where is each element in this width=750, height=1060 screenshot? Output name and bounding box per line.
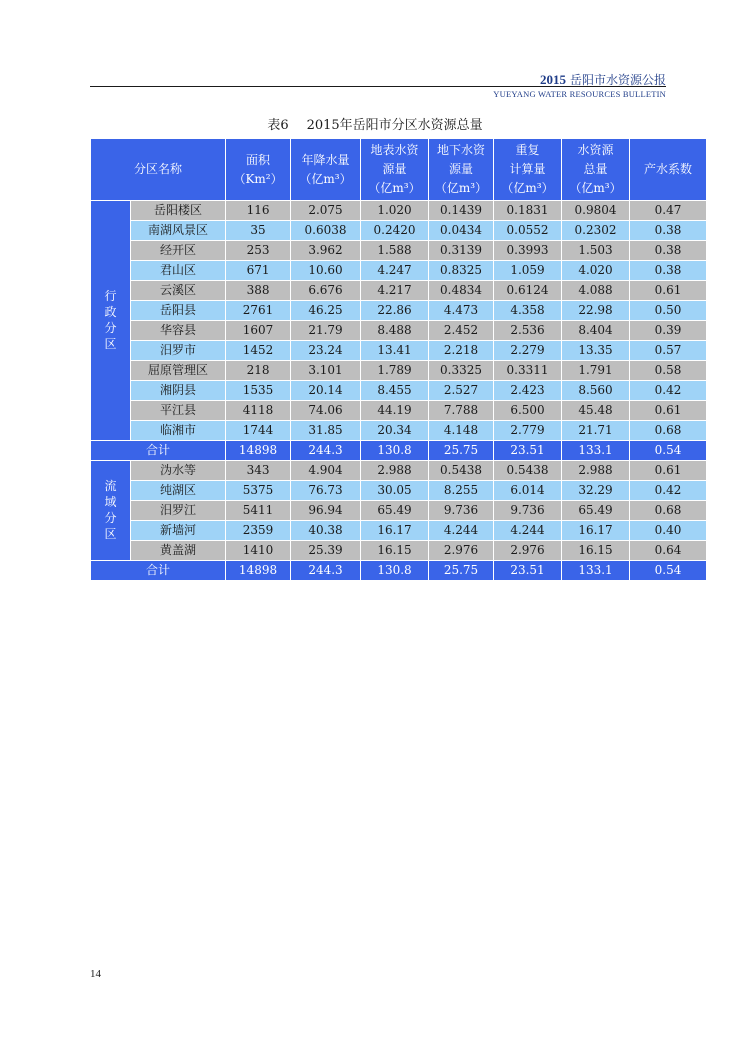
cell-area: 1607 [226, 321, 291, 341]
cell-surface: 1.789 [361, 361, 429, 381]
cell-total: 4.020 [562, 261, 630, 281]
cell-ground: 2.976 [429, 541, 494, 561]
cell-ground: 0.3139 [429, 241, 494, 261]
header-area: 面积 （Km²） [226, 139, 291, 201]
table-row [91, 401, 707, 421]
cell-total: 22.98 [562, 301, 630, 321]
cell-repeat: 6.014 [494, 481, 562, 501]
cell-total: 16.15 [562, 541, 630, 561]
zone-name: 华容县 [131, 321, 226, 341]
total-area: 14898 [226, 561, 291, 581]
cell-coef: 0.57 [630, 341, 707, 361]
cell-coef: 0.42 [630, 481, 707, 501]
cell-ground: 0.1439 [429, 201, 494, 221]
table-row [91, 261, 707, 281]
table-row [91, 281, 707, 301]
cell-ground: 8.255 [429, 481, 494, 501]
zone-name: 黄盖湖 [131, 541, 226, 561]
header-coef: 产水系数 [630, 139, 707, 201]
cell-precip: 4.904 [291, 461, 361, 481]
total-precip: 244.3 [291, 441, 361, 461]
cell-precip: 6.676 [291, 281, 361, 301]
total-label: 合计 [91, 561, 226, 581]
cell-coef: 0.50 [630, 301, 707, 321]
zone-name: 汨罗市 [131, 341, 226, 361]
cell-precip: 21.79 [291, 321, 361, 341]
cell-area: 671 [226, 261, 291, 281]
total-total: 133.1 [562, 441, 630, 461]
zone-name: 君山区 [131, 261, 226, 281]
zone-name: 屈原管理区 [131, 361, 226, 381]
table-row [91, 341, 707, 361]
cell-precip: 23.24 [291, 341, 361, 361]
cell-repeat: 0.1831 [494, 201, 562, 221]
cell-precip: 74.06 [291, 401, 361, 421]
cell-total: 1.503 [562, 241, 630, 261]
header-repeat: 重复 计算量 （亿m³） [494, 139, 562, 201]
header-zone: 分区名称 [91, 139, 226, 201]
cell-coef: 0.61 [630, 401, 707, 421]
cell-repeat: 2.423 [494, 381, 562, 401]
zone-name: 沩水等 [131, 461, 226, 481]
total-area: 14898 [226, 441, 291, 461]
cell-ground: 2.218 [429, 341, 494, 361]
cell-surface: 1.588 [361, 241, 429, 261]
total-repeat: 23.51 [494, 561, 562, 581]
page-number: 14 [90, 968, 101, 980]
cell-repeat: 0.3993 [494, 241, 562, 261]
cell-precip: 10.60 [291, 261, 361, 281]
total-surface: 130.8 [361, 441, 429, 461]
cell-coef: 0.68 [630, 421, 707, 441]
cell-coef: 0.58 [630, 361, 707, 381]
cell-repeat: 0.0552 [494, 221, 562, 241]
bulletin-year: 2015 [539, 72, 566, 87]
cell-precip: 40.38 [291, 521, 361, 541]
cell-area: 5411 [226, 501, 291, 521]
cell-coef: 0.64 [630, 541, 707, 561]
cell-ground: 9.736 [429, 501, 494, 521]
cell-area: 218 [226, 361, 291, 381]
group-label: 流域分区 [91, 461, 131, 561]
cell-area: 2359 [226, 521, 291, 541]
cell-ground: 4.148 [429, 421, 494, 441]
cell-ground: 0.8325 [429, 261, 494, 281]
cell-repeat: 0.6124 [494, 281, 562, 301]
header-surface: 地表水资 源量 （亿m³） [361, 139, 429, 201]
cell-surface: 4.247 [361, 261, 429, 281]
cell-ground: 0.5438 [429, 461, 494, 481]
cell-precip: 46.25 [291, 301, 361, 321]
cell-total: 16.17 [562, 521, 630, 541]
table-row [91, 301, 707, 321]
cell-precip: 76.73 [291, 481, 361, 501]
zone-name: 纯湖区 [131, 481, 226, 501]
total-repeat: 23.51 [494, 441, 562, 461]
cell-repeat: 0.3311 [494, 361, 562, 381]
cell-total: 0.9804 [562, 201, 630, 221]
group-label: 行政分区 [91, 201, 131, 441]
cell-total: 8.560 [562, 381, 630, 401]
cell-ground: 4.473 [429, 301, 494, 321]
table-row [91, 521, 707, 541]
table-row [91, 541, 707, 561]
table-row [91, 201, 707, 221]
cell-surface: 65.49 [361, 501, 429, 521]
cell-coef: 0.38 [630, 221, 707, 241]
cell-ground: 7.788 [429, 401, 494, 421]
table-header-row [91, 139, 707, 201]
cell-area: 35 [226, 221, 291, 241]
cell-ground: 2.452 [429, 321, 494, 341]
table-row [91, 481, 707, 501]
cell-coef: 0.38 [630, 241, 707, 261]
bulletin-subtitle: YUEYANG WATER RESOURCES BULLETIN [493, 89, 666, 99]
header-rule [90, 86, 666, 87]
header-total: 水资源 总量 （亿m³） [562, 139, 630, 201]
zone-name: 南湖风景区 [131, 221, 226, 241]
table-row [91, 241, 707, 261]
zone-name: 云溪区 [131, 281, 226, 301]
cell-total: 13.35 [562, 341, 630, 361]
header-ground: 地下水资 源量 （亿m³） [429, 139, 494, 201]
cell-precip: 25.39 [291, 541, 361, 561]
cell-coef: 0.47 [630, 201, 707, 221]
cell-repeat: 2.779 [494, 421, 562, 441]
total-row [91, 441, 707, 461]
table-row [91, 221, 707, 241]
cell-surface: 2.988 [361, 461, 429, 481]
cell-repeat: 9.736 [494, 501, 562, 521]
cell-area: 1744 [226, 421, 291, 441]
cell-area: 253 [226, 241, 291, 261]
cell-precip: 20.14 [291, 381, 361, 401]
cell-repeat: 1.059 [494, 261, 562, 281]
cell-area: 4118 [226, 401, 291, 421]
zone-name: 经开区 [131, 241, 226, 261]
cell-ground: 0.3325 [429, 361, 494, 381]
table-title: 2015年岳阳市分区水资源总量 [306, 118, 483, 133]
total-total: 133.1 [562, 561, 630, 581]
cell-coef: 0.40 [630, 521, 707, 541]
cell-surface: 13.41 [361, 341, 429, 361]
cell-area: 1410 [226, 541, 291, 561]
cell-coef: 0.38 [630, 261, 707, 281]
cell-surface: 22.86 [361, 301, 429, 321]
cell-area: 116 [226, 201, 291, 221]
cell-ground: 0.4834 [429, 281, 494, 301]
cell-precip: 0.6038 [291, 221, 361, 241]
cell-total: 65.49 [562, 501, 630, 521]
cell-surface: 30.05 [361, 481, 429, 501]
zone-name: 临湘市 [131, 421, 226, 441]
cell-surface: 4.217 [361, 281, 429, 301]
cell-surface: 16.17 [361, 521, 429, 541]
table-row [91, 361, 707, 381]
total-precip: 244.3 [291, 561, 361, 581]
cell-coef: 0.42 [630, 381, 707, 401]
cell-area: 343 [226, 461, 291, 481]
cell-coef: 0.39 [630, 321, 707, 341]
header-precip: 年降水量 （亿m³） [291, 139, 361, 201]
cell-coef: 0.68 [630, 501, 707, 521]
cell-area: 5375 [226, 481, 291, 501]
zone-name: 湘阴县 [131, 381, 226, 401]
cell-repeat: 0.5438 [494, 461, 562, 481]
cell-area: 2761 [226, 301, 291, 321]
table-number: 表6 [267, 118, 289, 133]
zone-name: 汨罗江 [131, 501, 226, 521]
total-surface: 130.8 [361, 561, 429, 581]
cell-repeat: 4.358 [494, 301, 562, 321]
cell-area: 1535 [226, 381, 291, 401]
cell-total: 2.988 [562, 461, 630, 481]
cell-precip: 2.075 [291, 201, 361, 221]
table-caption [0, 114, 750, 133]
cell-coef: 0.61 [630, 461, 707, 481]
cell-repeat: 2.976 [494, 541, 562, 561]
total-coef: 0.54 [630, 561, 707, 581]
cell-precip: 3.101 [291, 361, 361, 381]
cell-surface: 8.455 [361, 381, 429, 401]
bulletin-name: 岳阳市水资源公报 [569, 73, 666, 87]
table-row [91, 421, 707, 441]
cell-ground: 0.0434 [429, 221, 494, 241]
cell-area: 1452 [226, 341, 291, 361]
cell-coef: 0.61 [630, 281, 707, 301]
total-row [91, 561, 707, 581]
table-row [91, 461, 707, 481]
cell-total: 32.29 [562, 481, 630, 501]
cell-total: 8.404 [562, 321, 630, 341]
cell-total: 45.48 [562, 401, 630, 421]
total-coef: 0.54 [630, 441, 707, 461]
table-row [91, 321, 707, 341]
cell-total: 0.2302 [562, 221, 630, 241]
water-resources-table [90, 138, 707, 581]
cell-repeat: 2.536 [494, 321, 562, 341]
cell-precip: 96.94 [291, 501, 361, 521]
table-row [91, 381, 707, 401]
cell-total: 4.088 [562, 281, 630, 301]
cell-repeat: 6.500 [494, 401, 562, 421]
total-ground: 25.75 [429, 441, 494, 461]
cell-surface: 16.15 [361, 541, 429, 561]
cell-surface: 1.020 [361, 201, 429, 221]
zone-name: 平江县 [131, 401, 226, 421]
cell-surface: 20.34 [361, 421, 429, 441]
cell-ground: 4.244 [429, 521, 494, 541]
table-row [91, 501, 707, 521]
zone-name: 新墙河 [131, 521, 226, 541]
cell-surface: 8.488 [361, 321, 429, 341]
cell-repeat: 2.279 [494, 341, 562, 361]
cell-total: 21.71 [562, 421, 630, 441]
cell-surface: 44.19 [361, 401, 429, 421]
cell-precip: 31.85 [291, 421, 361, 441]
total-ground: 25.75 [429, 561, 494, 581]
zone-name: 岳阳楼区 [131, 201, 226, 221]
zone-name: 岳阳县 [131, 301, 226, 321]
cell-total: 1.791 [562, 361, 630, 381]
total-label: 合计 [91, 441, 226, 461]
cell-surface: 0.2420 [361, 221, 429, 241]
cell-area: 388 [226, 281, 291, 301]
cell-precip: 3.962 [291, 241, 361, 261]
cell-ground: 2.527 [429, 381, 494, 401]
cell-repeat: 4.244 [494, 521, 562, 541]
